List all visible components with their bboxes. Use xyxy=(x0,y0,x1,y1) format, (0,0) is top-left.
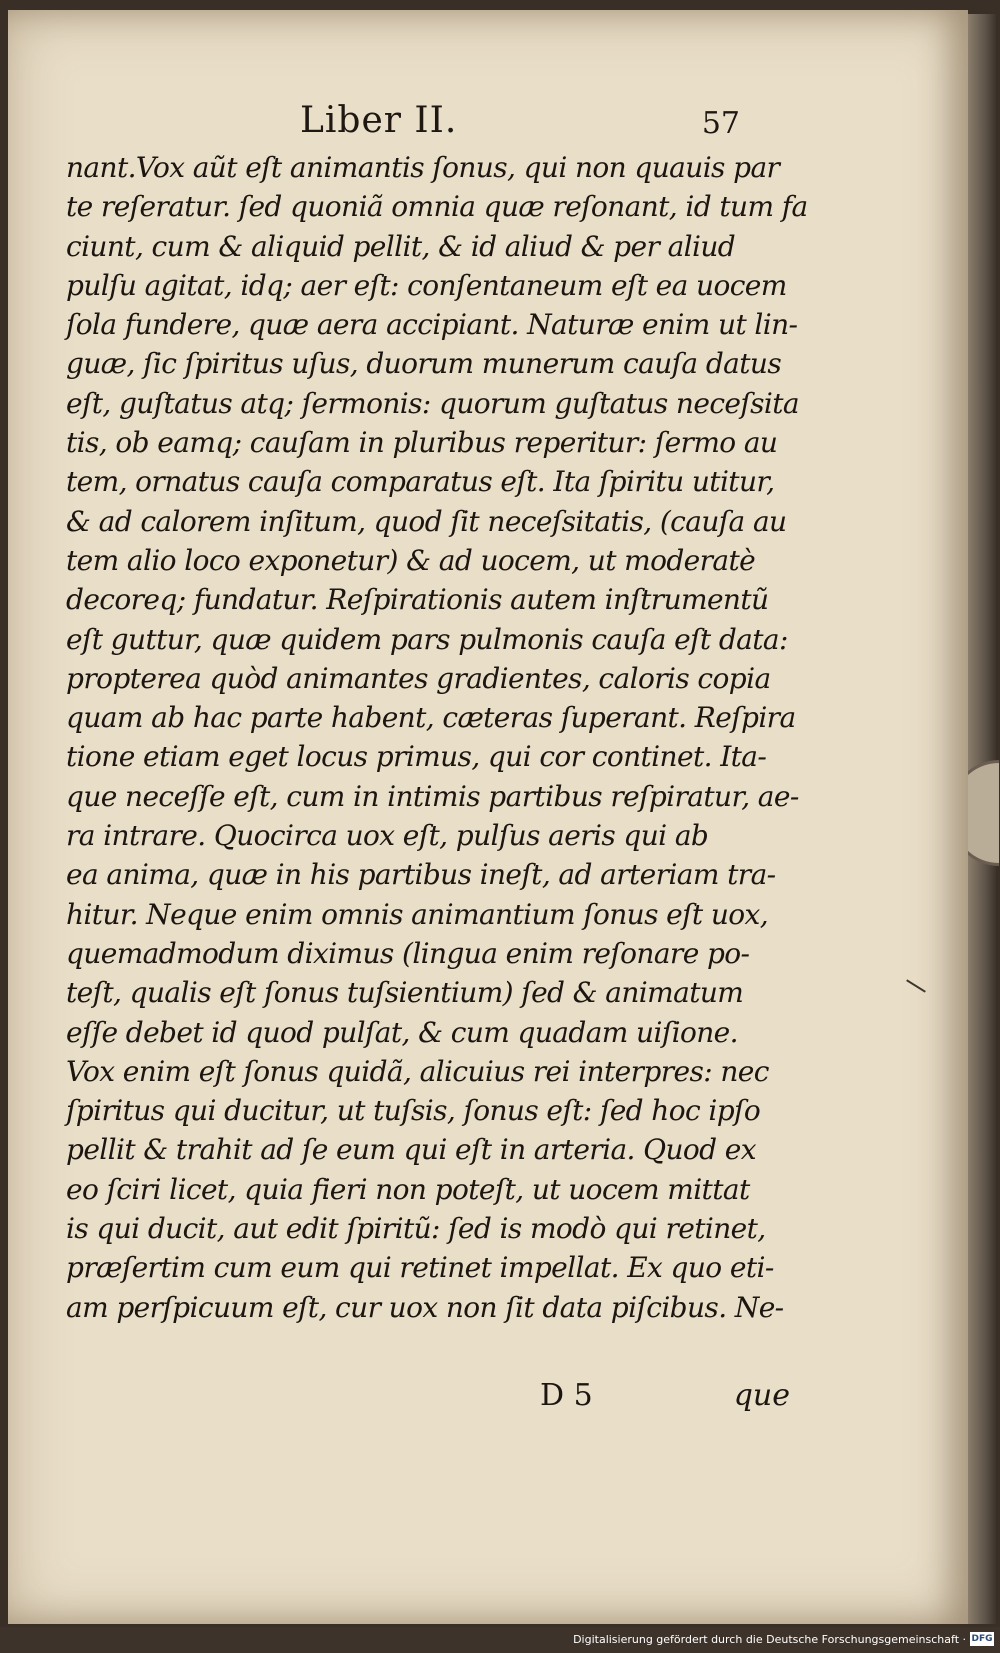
text-line: que neceſſe eſt, cum in intimis partibus reſpiratur, ae- xyxy=(66,779,799,813)
text-line: te reſeratur. ſed quoniã omnia quæ reſonant, id tum fa xyxy=(66,190,808,224)
page-number: 57 xyxy=(701,106,740,141)
text-line: hitur. Neque enim omnis animantium ſonus eſt uox, xyxy=(66,897,769,931)
text-line: pellit & trahit ad ſe eum qui eſt in arteria. Quod ex xyxy=(66,1133,756,1167)
text-line: quam ab hac parte habent, cæteras ſuperant. Reſpira xyxy=(66,701,796,735)
text-line: eſt guttur, quæ quidem pars pulmonis cauſa eſt data: xyxy=(66,622,788,656)
text-line: ea anima, quæ in his partibus ineſt, ad arteriam tra- xyxy=(66,858,776,892)
text-line: propterea quòd animantes gradientes, caloris copia xyxy=(66,661,771,695)
running-header xyxy=(300,100,740,146)
text-line: ra intrare. Quocirca uox eſt, pulſus aeris qui ab xyxy=(66,819,709,853)
text-line: tem, ornatus cauſa comparatus eſt. Ita ſpiritu utitur, xyxy=(66,465,775,499)
text-line: ſola fundere, quæ aera accipiant. Naturæ enim ut lin- xyxy=(66,308,798,342)
signature-mark: D 5 xyxy=(540,1378,593,1413)
text-line: quemadmodum diximus (lingua enim reſonare po- xyxy=(66,936,750,970)
text-line: am perſpicuum eſt, cur uox non ſit data piſcibus. Ne- xyxy=(66,1290,784,1324)
funding-credit: Digitalisierung gefördert durch die Deutsche Forschungsgemeinschaft · xyxy=(573,1633,966,1646)
text-line: decoreq; fundatur. Reſpirationis autem inſtrumentũ xyxy=(66,583,769,617)
text-line: guæ, ſic ſpiritus uſus, duorum munerum cauſa datus xyxy=(66,347,782,381)
body-text xyxy=(66,148,808,1327)
page-footer xyxy=(540,1378,790,1418)
credit-bar xyxy=(0,1627,1000,1653)
text-line: is qui ducit, aut edit ſpiritũ: ſed is modò qui retinet, xyxy=(66,1212,766,1246)
text-line: ciunt, cum & aliquid pellit, & id aliud & per aliud xyxy=(66,229,736,263)
text-line: & ad calorem inſitum, quod ſit neceſsitatis, (cauſa au xyxy=(66,504,787,538)
text-line: præſertim cum eum qui retinet impellat. Ex quo eti- xyxy=(66,1251,774,1285)
text-line: pulſu agitat, idq; aer eſt: conſentaneum eſt ea uocem xyxy=(66,268,787,302)
text-line: nant.Vox aũt eſt animantis ſonus, qui non quauis par xyxy=(66,151,780,184)
text-line: tem alio loco exponetur) & ad uocem, ut moderatè xyxy=(66,543,756,577)
text-line: eſt, guſtatus atq; ſermonis: quorum guſtatus neceſsita xyxy=(66,386,800,420)
text-line: Vox enim eſt ſonus quidã, alicuius rei interpres: nec xyxy=(66,1054,769,1088)
text-line: ſpiritus qui ducitur, ut tuſsis, ſonus eſt: ſed hoc ipſo xyxy=(66,1094,761,1128)
text-line: tis, ob eamq; cauſam in pluribus reperitur: ſermo au xyxy=(66,426,778,460)
catchword: que xyxy=(733,1378,790,1413)
text-line: teſt, qualis eſt ſonus tuſsientium) ſed & animatum xyxy=(66,976,744,1010)
dfg-logo-icon: DFG xyxy=(971,1634,993,1644)
text-line: eſſe debet id quod pulſat, & cum quadam uiſione. xyxy=(66,1015,738,1049)
header-title: Liber II. xyxy=(300,100,458,141)
text-line: tione etiam eget locus primus, qui cor continet. Ita- xyxy=(66,740,767,774)
text-line: eo ſciri licet, quia fieri non poteſt, ut uocem mittat xyxy=(66,1172,750,1206)
